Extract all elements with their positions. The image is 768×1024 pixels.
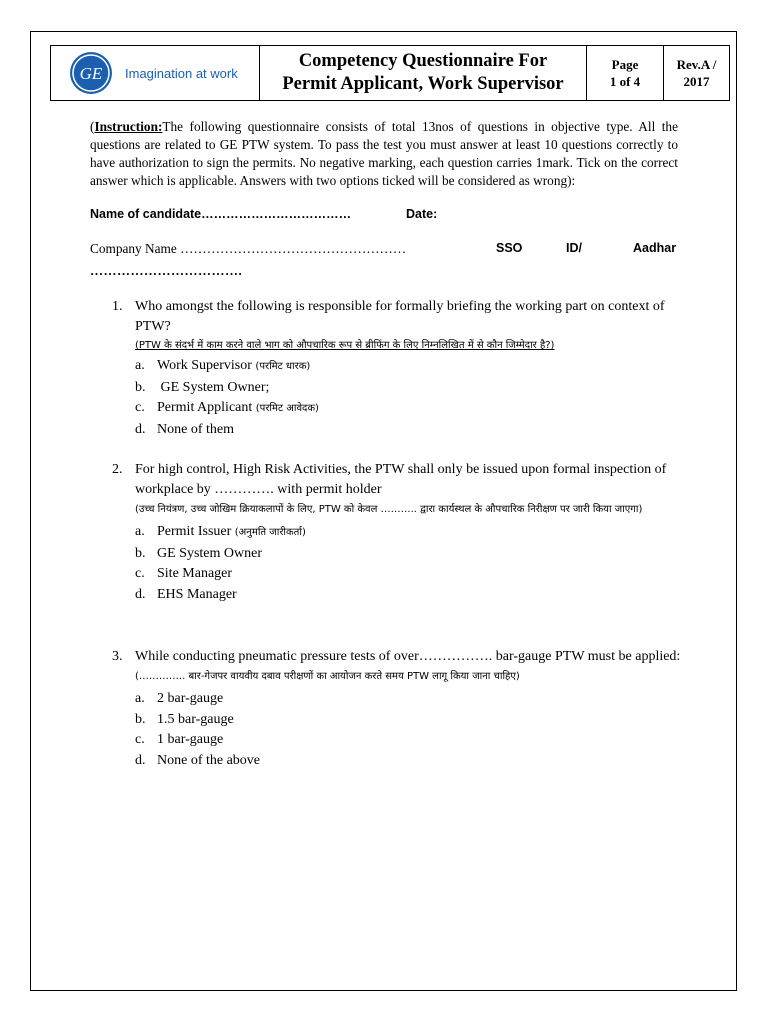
option-d[interactable] bbox=[135, 420, 682, 441]
option-a[interactable] bbox=[135, 356, 682, 378]
id-label: ID/ bbox=[566, 241, 582, 255]
option-d[interactable] bbox=[135, 585, 682, 606]
ge-logo-icon bbox=[69, 51, 113, 95]
sso-label: SSO bbox=[496, 241, 523, 255]
option-text: Work Supervisor bbox=[157, 358, 252, 373]
option-text: EHS Manager bbox=[157, 586, 237, 602]
option-hindi: (परमिट आवेदक) bbox=[255, 403, 319, 414]
question-number: 1. bbox=[112, 299, 123, 314]
option-c[interactable] bbox=[135, 398, 682, 420]
company-name-field: Company Name …………………………………………… bbox=[90, 241, 407, 256]
question-2 bbox=[112, 460, 682, 605]
title-line-2: Permit Applicant, Work Supervisor bbox=[282, 74, 564, 94]
option-list bbox=[135, 356, 682, 440]
option-text: Permit Issuer bbox=[157, 524, 232, 539]
question-text: While conducting pneumatic pressure tests of over……………. bar-gauge PTW must be applied: bbox=[135, 649, 681, 664]
question-1 bbox=[112, 297, 682, 440]
option-letter: d. bbox=[135, 421, 146, 437]
option-text: 1.5 bar-gauge bbox=[157, 711, 234, 727]
option-text: Site Manager bbox=[157, 566, 233, 581]
svg-text:GE: GE bbox=[79, 64, 103, 83]
option-letter: d. bbox=[135, 586, 146, 602]
logo-cell bbox=[51, 46, 260, 101]
option-c[interactable] bbox=[135, 564, 682, 585]
page-label: Page bbox=[611, 57, 639, 72]
question-hindi: (PTW के संदर्भ में काम करने वाले भाग को औपचारिक रूप से ब्रीफिंग के लिए निम्नलिखित में से कौन जिम्मेदार है?) bbox=[135, 340, 555, 351]
instruction-paragraph bbox=[90, 118, 678, 190]
aadhar-fill-line: ……………………………. bbox=[90, 263, 243, 278]
option-letter: b. bbox=[135, 545, 146, 561]
option-text: None of them bbox=[157, 421, 234, 437]
option-b[interactable] bbox=[135, 710, 682, 731]
document-header bbox=[50, 45, 730, 101]
option-text: Permit Applicant bbox=[157, 400, 253, 415]
revision-year: 2017 bbox=[683, 74, 710, 89]
document-title bbox=[260, 46, 587, 101]
instruction-open-paren: ( bbox=[90, 119, 95, 134]
page-value: 1 of 4 bbox=[609, 74, 641, 89]
question-hindi: (उच्च नियंत्रण, उच्च जोखिम क्रियाकलापों के लिए, PTW को केवल ……….. द्वारा कार्यस्थल के औपचारिक निरीक्षण पर जारी किया जाएगा) bbox=[135, 504, 643, 515]
option-letter: a. bbox=[135, 691, 145, 706]
instruction-label: Instruction: bbox=[94, 119, 163, 134]
question-hindi: (………….. बार-गेजपर वायवीय दबाव परीक्षणों का आयोजन करते समय PTW लागू किया जाना चाहिए) bbox=[135, 671, 520, 682]
option-d[interactable] bbox=[135, 751, 682, 772]
candidate-name-field: Name of candidate……………………………… bbox=[90, 207, 352, 221]
option-letter: a. bbox=[135, 358, 145, 373]
date-field: Date: bbox=[406, 207, 438, 221]
option-hindi: (परमिट धारक) bbox=[255, 361, 311, 372]
option-a[interactable] bbox=[135, 689, 682, 710]
aadhar-label: Aadhar bbox=[633, 241, 677, 255]
revision-label: Rev.A / bbox=[676, 57, 717, 72]
question-3 bbox=[112, 647, 682, 771]
tagline: Imagination at work bbox=[125, 65, 238, 81]
option-letter: a. bbox=[135, 524, 145, 539]
option-text: GE System Owner bbox=[157, 545, 262, 561]
option-list bbox=[135, 522, 682, 605]
question-number: 3. bbox=[112, 649, 123, 664]
option-b[interactable] bbox=[135, 378, 682, 399]
question-text: For high control, High Risk Activities, the PTW shall only be issued upon formal inspection of workplace by …………. with permit holder bbox=[135, 462, 667, 497]
option-letter: b. bbox=[135, 711, 146, 727]
revision-cell bbox=[664, 46, 730, 101]
option-c[interactable] bbox=[135, 730, 682, 751]
option-hindi: (अनुमति जारीकर्ता) bbox=[234, 527, 306, 538]
option-b[interactable] bbox=[135, 544, 682, 565]
option-letter: c. bbox=[135, 732, 145, 747]
option-text: 2 bar-gauge bbox=[157, 691, 224, 706]
option-text: GE System Owner; bbox=[157, 379, 270, 395]
instruction-text: The following questionnaire consists of total 13nos of questions in objective type. All the questions are related to GE PTW system. To pass the test you must answer at least 10 questions correctly to have authorization to sign the permits. No negative marking, each question carries 1mark. Tick on the correct answer which is applicable. Answers with two options ticked will be considered as wrong): bbox=[90, 119, 678, 188]
option-a[interactable] bbox=[135, 522, 682, 544]
page-number-cell bbox=[587, 46, 664, 101]
option-letter: b. bbox=[135, 379, 146, 395]
option-text: None of the above bbox=[157, 752, 261, 768]
title-line-1: Competency Questionnaire For bbox=[298, 51, 548, 71]
option-text: 1 bar-gauge bbox=[157, 732, 224, 747]
option-list bbox=[135, 689, 682, 771]
question-number: 2. bbox=[112, 462, 123, 477]
option-letter: c. bbox=[135, 566, 145, 581]
option-letter: c. bbox=[135, 400, 145, 415]
question-text: Who amongst the following is responsible for formally briefing the working part on context of PTW? bbox=[135, 299, 665, 334]
option-letter: d. bbox=[135, 752, 146, 768]
